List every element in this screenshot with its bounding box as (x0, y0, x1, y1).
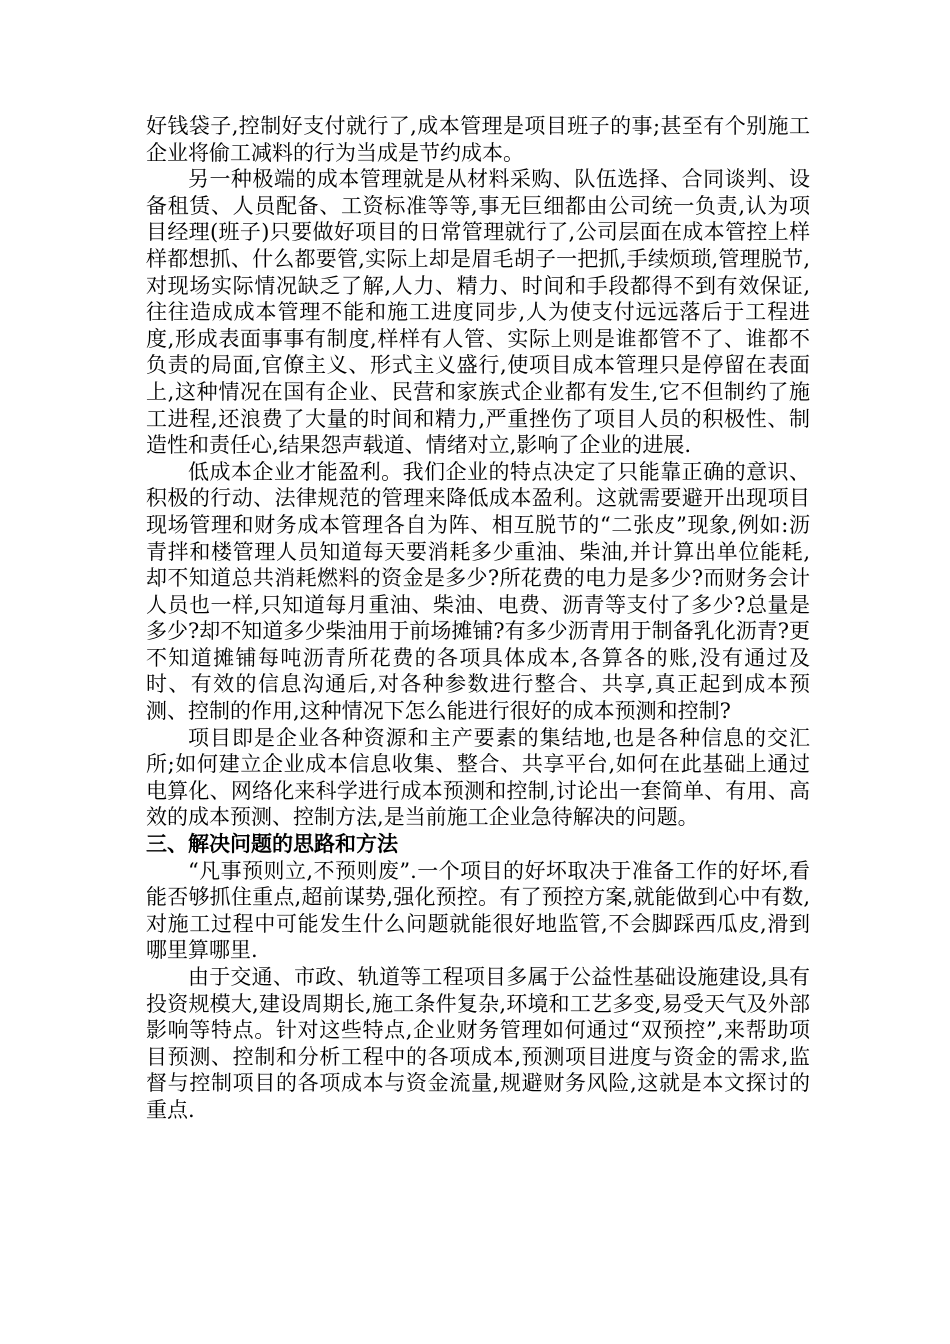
section-heading: 三、解决问题的思路和方法 (146, 832, 398, 857)
document-body (146, 113, 810, 1124)
paragraph-5: “凡事预则立,不预则废”.一个项目的好坏取决于准备工作的好坏,看能否够抓住重点,超前谋势,强化预控。有了预控方案,就能做到心中有数,对施工过程中可能发生什么问题就能很好地监管,不会脚踩西瓜皮,滑到哪里算哪里. (146, 858, 810, 963)
paragraph-4: 项目即是企业各种资源和主产要素的集结地,也是各种信息的交汇所;如何建立企业成本信息收集、整合、共享平台,如何在此基础上通过电算化、网络化来科学进行成本预测和控制,讨论出一套简单、有用、高效的成本预测、控制方法,是当前施工企业急待解决的问题。 (146, 725, 810, 830)
paragraph-2: 另一种极端的成本管理就是从材料采购、队伍选择、合同谈判、设备租赁、人员配备、工资标准等等,事无巨细都由公司统一负责,认为项目经理(班子)只要做好项目的日常管理就行了,公司层面在成本管控上样样都想抓、什么都要管,实际上却是眉毛胡子一把抓,手续烦琐,管理脱节,对现场实际情况缺乏了解,人力、精力、时间和手段都得不到有效保证,往往造成成本管理不能和施工进度同步,人为使支付远远落后于工程进度,形成表面事事有制度,样样有人管、实际上则是谁都管不了、谁都不负责的局面,官僚主义、形式主义盛行,使项目成本管理只是停留在表面上,这种情况在国有企业、民营和家族式企业都有发生,它不但制约了施工进程,还浪费了大量的时间和精力,严重挫伤了项目人员的积极性、制造性和责任心,结果怨声载道、情绪对立,影响了企业的进展. (146, 167, 810, 458)
paragraph-1: 好钱袋子,控制好支付就行了,成本管理是项目班子的事;甚至有个别施工企业将偷工减料的行为当成是节约成本。 (146, 114, 810, 165)
paragraph-3: 低成本企业才能盈利。我们企业的特点决定了只能靠正确的意识、积极的行动、法律规范的管理来降低成本盈利。这就需要避开出现项目现场管理和财务成本管理各自为阵、相互脱节的“二张皮”现象,例如:沥青拌和楼管理人员知道每天要消耗多少重油、柴油,并计算出单位能耗,却不知道总共消耗燃料的资金是多少?所花费的电力是多少?而财务会计人员也一样,只知道每月重油、柴油、电费、沥青等支付了多少?总量是多少?却不知道多少柴油用于前场摊铺?有多少沥青用于制备乳化沥青?更不知道摊铺每吨沥青所花费的各项具体成本,各算各的账,没有通过及时、有效的信息沟通后,对各种参数进行整合、共享,真正起到成本预测、控制的作用,这种情况下怎么能进行很好的成本预测和控制? (146, 459, 810, 724)
paragraph-6: 由于交通、市政、轨道等工程项目多属于公益性基础设施建设,具有投资规模大,建设周期长,施工条件复杂,环境和工艺多变,易受天气及外部影响等特点。针对这些特点,企业财务管理如何通过“双预控”,来帮助项目预测、控制和分析工程中的各项成本,预测项目进度与资金的需求,监督与控制项目的各项成本与资金流量,规避财务风险,这就是本文探讨的重点. (146, 965, 810, 1122)
